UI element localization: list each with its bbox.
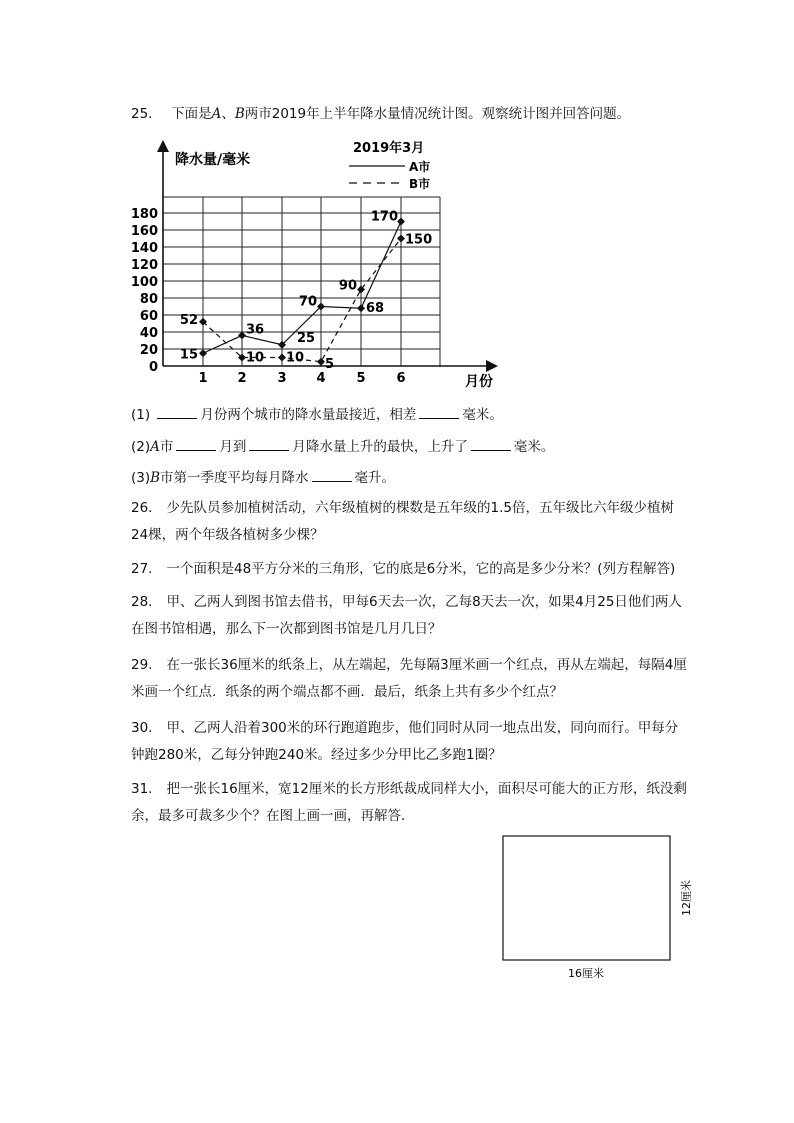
legend-label: A市 (409, 160, 431, 174)
y-axis-arrow (157, 140, 169, 152)
chart-x-label: 月份 (465, 374, 493, 390)
q31-text: 把一张长16厘米，宽12厘米的长方形纸裁成同样大小，面积尽可能大的正方形，纸没剩余，最多可裁多少个？在图上画一画，再解答． (131, 781, 687, 824)
q25-city-a: A (211, 106, 222, 122)
q25-number: 25. (131, 106, 153, 122)
q25-sep: 、 (221, 106, 235, 122)
q25-sub3-city: B (150, 470, 161, 486)
question-27 (131, 556, 691, 583)
y-tick-label: 40 (139, 326, 158, 341)
x-axis-arrow (486, 360, 498, 372)
data-label: 5 (325, 356, 335, 372)
question-29 (131, 652, 691, 706)
question-28 (131, 589, 691, 643)
data-point (199, 349, 207, 357)
data-label: 10 (246, 350, 265, 366)
question-26 (131, 495, 691, 549)
data-label: 90 (338, 278, 357, 294)
chart-y-label: 降水量/毫米 (175, 152, 251, 168)
q31-paper-rectangle (503, 836, 670, 960)
chart-title: 2019年3月 (353, 141, 425, 156)
q27-text: 一个面积是48平方分米的三角形，它的底是6分米，它的高是多少分米？(列方程解答) (166, 561, 676, 577)
q25-sub2-text-a: 市 (159, 439, 174, 455)
x-tick-label: 2 (237, 371, 247, 386)
q28-text: 甲、乙两人到图书馆去借书，甲每6天去一次，乙每8天去一次，如果4月25日他们两人在图书馆相遇，那么下一次都到图书馆是几月几日？ (131, 594, 682, 637)
q25-sub2-blank-3[interactable] (471, 436, 511, 451)
x-tick-label: 6 (396, 371, 406, 386)
q27-number: 27. (131, 561, 153, 577)
q31-number: 31. (131, 781, 153, 797)
q25-city-b: B (234, 106, 245, 122)
q31-width-label: 16厘米 (568, 967, 604, 980)
q29-number: 29. (131, 657, 153, 673)
q25-sub2-label: (2) (131, 439, 151, 455)
q25-sub1-blank-1[interactable] (157, 404, 197, 419)
q25-sub3-blank[interactable] (312, 467, 352, 482)
data-label: 68 (366, 301, 385, 317)
x-tick-label: 5 (356, 371, 366, 386)
q25-text-b: 两市2019年上半年降水量情况统计图。观察统计图并回答问题。 (244, 106, 631, 122)
data-label: 170 (370, 209, 398, 225)
q25-sub2-blank-1[interactable] (176, 436, 216, 451)
chart-ticks (131, 207, 406, 386)
y-tick-label: 180 (130, 207, 158, 222)
x-tick-label: 3 (277, 371, 287, 386)
q31-height-label: 12厘米 (680, 880, 693, 916)
q25-sub3-label: (3) (131, 470, 151, 486)
data-label: 25 (297, 330, 316, 346)
data-point (357, 304, 365, 312)
y-tick-label: 60 (139, 309, 158, 324)
data-label: 10 (286, 350, 305, 366)
q29-text: 在一张长36厘米的纸条上，从左端起，先每隔3厘米画一个红点，再从左端起，每隔4厘米画一个红点．纸条的两个端点都不画．最后，纸条上共有多少个红点？ (131, 657, 687, 700)
q26-number: 26. (131, 500, 153, 516)
q25-sub1 (131, 404, 503, 425)
y-tick-label: 20 (139, 343, 158, 358)
q25-sub2-city: A (150, 439, 160, 455)
y-tick-label: 80 (139, 292, 158, 307)
q25-sub2-text-b: 月到 (219, 439, 247, 455)
y-tick-label: 140 (130, 241, 158, 256)
q25-sub2-blank-2[interactable] (249, 436, 289, 451)
data-label: 70 (298, 294, 317, 310)
chart-axes (157, 140, 498, 372)
x-tick-label: 4 (316, 371, 326, 386)
y-tick-label: 160 (130, 224, 158, 239)
rainfall-line-chart (0, 0, 794, 400)
q25-sub2-text-c: 月降水量上升的最快，上升了 (292, 439, 468, 455)
q25-sub1-text: 月份两个城市的降水量最接近，相差 (200, 407, 417, 423)
chart-legend (349, 159, 430, 191)
data-point (278, 354, 286, 362)
data-label: 150 (405, 232, 433, 248)
question-30 (131, 715, 691, 769)
q26-text: 少先队员参加植树活动，六年级植树的棵数是五年级的1.5倍，五年级比六年级少植树24棵，两个年级各植树多少棵？ (131, 500, 674, 543)
q25-sub1-label: (1) (131, 407, 151, 423)
data-point (238, 331, 246, 339)
q25-sub3-text: 市第一季度平均每月降水 (160, 470, 309, 486)
data-point (397, 218, 405, 226)
q25-text-a: 下面是 (171, 106, 212, 122)
q30-text: 甲、乙两人沿着300米的环行跑道跑步，他们同时从同一地点出发，同向而行。甲每分钟跑280米，乙每分钟跑240米。经过多少分甲比乙多跑1圈？ (131, 720, 679, 763)
x-tick-label: 1 (198, 371, 208, 386)
y-tick-label: 100 (130, 275, 158, 290)
data-label: 15 (179, 347, 198, 363)
y-tick-label: 0 (148, 360, 158, 375)
q25-sub2-unit: 毫米。 (513, 439, 555, 455)
q25-sub1-blank-2[interactable] (419, 404, 459, 419)
q25-sub2 (131, 436, 554, 457)
data-point (317, 358, 325, 366)
q25-sub1-unit: 毫米。 (462, 407, 503, 423)
q30-number: 30. (131, 720, 153, 736)
y-tick-label: 120 (130, 258, 158, 273)
legend-label: B市 (409, 177, 431, 191)
q25-sub3-unit: 毫升。 (354, 470, 396, 486)
data-label: 36 (246, 322, 265, 338)
q25-sub3 (131, 467, 395, 488)
data-point (397, 235, 405, 243)
chart-series (180, 210, 432, 372)
question-31 (131, 776, 691, 830)
q28-number: 28. (131, 594, 153, 610)
data-label: 52 (179, 312, 198, 328)
